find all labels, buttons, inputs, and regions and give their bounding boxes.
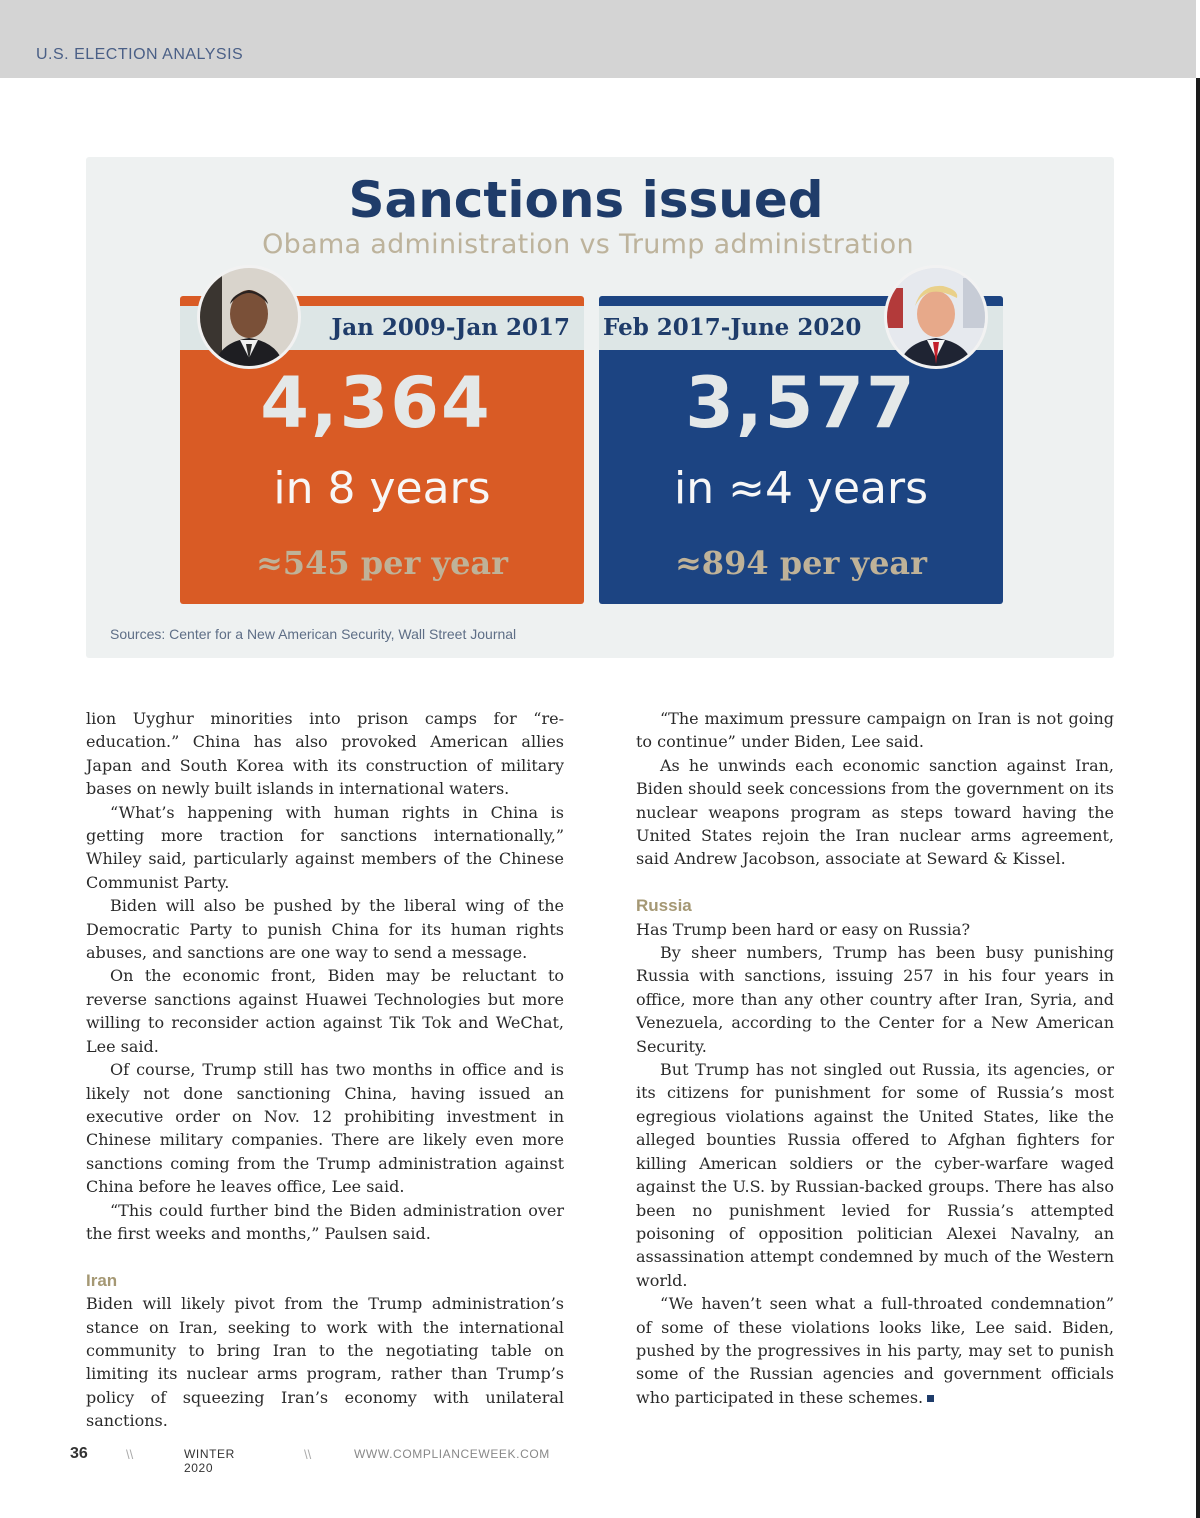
article-right-column [636, 707, 1114, 1409]
trump-per-year: ≈894 per year [674, 544, 928, 582]
header-band [0, 0, 1196, 78]
obama-per-year: ≈545 per year [255, 544, 509, 582]
website-label: WWW.COMPLIANCEWEEK.COM [354, 1447, 550, 1461]
paragraph [636, 1292, 1114, 1409]
paragraph: By sheer numbers, Trump has been busy punishing Russia with sanctions, issuing 257 in his four years in office, more than any other country after Iran, Syria, and Venezuela, according to the Center for a New American Security. [636, 943, 1114, 1056]
trump-duration: in ≈4 years [673, 463, 929, 514]
infographic-subtitle: Obama administration vs Trump administration [262, 229, 914, 260]
article-left-column [86, 707, 564, 1433]
footer-separator: \\ [126, 1447, 134, 1462]
iran-heading: Iran [86, 1270, 118, 1290]
trump-total: 3,577 [685, 362, 917, 444]
infographic-title: Sanctions issued [348, 171, 824, 229]
trump-date-range: Feb 2017-June 2020 [603, 314, 862, 341]
paragraph: Has Trump been hard or easy on Russia? [636, 919, 971, 939]
paragraph: On the economic front, Biden may be reluctant to reverse sanctions against Huawei Technologies but more willing to reconsider action against Tik Tok and WeChat, Lee said. [86, 966, 564, 1056]
issue-label: WINTER 2020 [184, 1447, 235, 1475]
paragraph: “The maximum pressure campaign on Iran is not going to continue” under Biden, Lee said. [636, 709, 1114, 752]
paragraph: lion Uyghur minorities into prison camps for “re-education.” China has also provoked American allies Japan and South Korea with its construction of military bases on newly built islands in international waters. [86, 709, 564, 799]
paragraph: But Trump has not singled out Russia, its agencies, or its citizens for punishment for some of Russia’s most egregious violations against the United States, like the alleged bounties Russia offered to Afghan fighters for killing American soldiers or the cyber-warfare waged against the U.S. by Russian-backed groups. There has also been no punishment levied for Russia’s attempted poisoning of opposition politician Alexei Navalny, an assassination attempt condemned by much of the Western world. [636, 1060, 1114, 1290]
obama-portrait [200, 268, 298, 366]
obama-date-range: Jan 2009-Jan 2017 [331, 314, 570, 341]
russia-heading: Russia [636, 896, 692, 916]
paragraph: “This could further bind the Biden administration over the first weeks and months,” Paulsen said. [86, 1200, 564, 1243]
page-number: 36 [70, 1445, 88, 1462]
obama-duration: in 8 years [273, 463, 491, 514]
sanctions-infographic [86, 157, 1114, 658]
paragraph-text: “We haven’t seen what a full-throated condemnation” of some of these violations looks like, Lee said. Biden, pushed by the progressives in his party, may set to punish some of the Russian agencies and government officials who participated in these schemes. [636, 1294, 1114, 1407]
paragraph: As he unwinds each economic sanction against Iran, Biden should seek concessions from the government on its nuclear weapons program as steps toward having the United States rejoin the Iran nuclear arms agreement, said Andrew Jacobson, associate at Seward & Kissel. [636, 755, 1114, 869]
paragraph: Of course, Trump still has two months in office and is likely not done sanctioning China, having issued an executive order on Nov. 12 prohibiting investment in Chinese military companies. There are likely even more sanctions coming from the Trump administration against China before he leaves office, Lee said. [86, 1060, 564, 1197]
infographic-sources: Sources: Center for a New American Security, Wall Street Journal [110, 626, 517, 642]
obama-total: 4,364 [260, 362, 492, 444]
footer-separator: \\ [304, 1447, 312, 1462]
end-mark [927, 1395, 934, 1402]
section-label: U.S. ELECTION ANALYSIS [36, 46, 244, 63]
paragraph: Biden will likely pivot from the Trump administration’s stance on Iran, seeking to work with the international community to bring Iran to the negotiating table on limiting its nuclear arms program, rather than Trump’s policy of squeezing Iran’s economy with unilateral sanctions. [86, 1294, 564, 1431]
page-edge-rule [1196, 78, 1200, 1518]
trump-portrait [887, 268, 985, 366]
paragraph: “What’s happening with human rights in China is getting more traction for sanctions internationally,” Whiley said, particularly against members of the Chinese Communist Party. [86, 802, 564, 892]
paragraph: Biden will also be pushed by the liberal wing of the Democratic Party to punish China for its human rights abuses, and sanctions are one way to send a message. [86, 896, 564, 963]
